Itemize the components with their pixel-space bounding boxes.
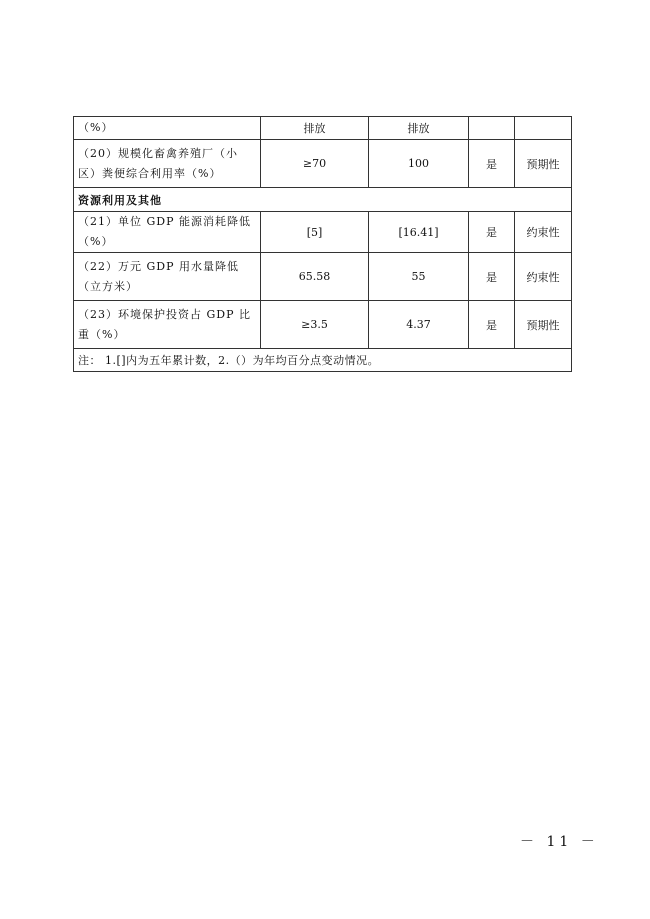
indicator-name: （23）环境保护投资占 GDP 比重（%） [74, 301, 261, 349]
indicator-name: （22）万元 GDP 用水量降低（立方米） [74, 253, 261, 301]
current-value: 65.58 [261, 253, 369, 301]
achieved-flag [469, 117, 515, 140]
indicator-type: 预期性 [515, 301, 572, 349]
target-value: [16.41] [369, 212, 469, 253]
target-value: 100 [369, 140, 469, 188]
target-value: 排放 [369, 117, 469, 140]
indicator-type: 约束性 [515, 253, 572, 301]
indicator-type [515, 117, 572, 140]
indicator-type: 约束性 [515, 212, 572, 253]
table-note: 注： 1.[]内为五年累计数，2.（）为年均百分点变动情况。 [74, 349, 572, 372]
current-value: [5] [261, 212, 369, 253]
achieved-flag: 是 [469, 253, 515, 301]
table-row [74, 140, 572, 188]
target-value: 55 [369, 253, 469, 301]
indicator-name: （%） [74, 117, 261, 140]
indicator-table [73, 116, 572, 372]
section-row [74, 188, 572, 212]
table-row [74, 117, 572, 140]
section-label: 资源利用及其他 [74, 188, 572, 212]
indicator-name: （20）规模化畜禽养殖厂（小区）粪便综合利用率（%） [74, 140, 261, 188]
table-row [74, 253, 572, 301]
table-row [74, 301, 572, 349]
current-value: ≥3.5 [261, 301, 369, 349]
note-row [74, 349, 572, 372]
target-value: 4.37 [369, 301, 469, 349]
current-value: ≥70 [261, 140, 369, 188]
achieved-flag: 是 [469, 301, 515, 349]
achieved-flag: 是 [469, 212, 515, 253]
page-number: － 11 － [520, 834, 599, 850]
indicator-type: 预期性 [515, 140, 572, 188]
table-row [74, 212, 572, 253]
current-value: 排放 [261, 117, 369, 140]
achieved-flag: 是 [469, 140, 515, 188]
indicator-name: （21）单位 GDP 能源消耗降低（%） [74, 212, 261, 253]
